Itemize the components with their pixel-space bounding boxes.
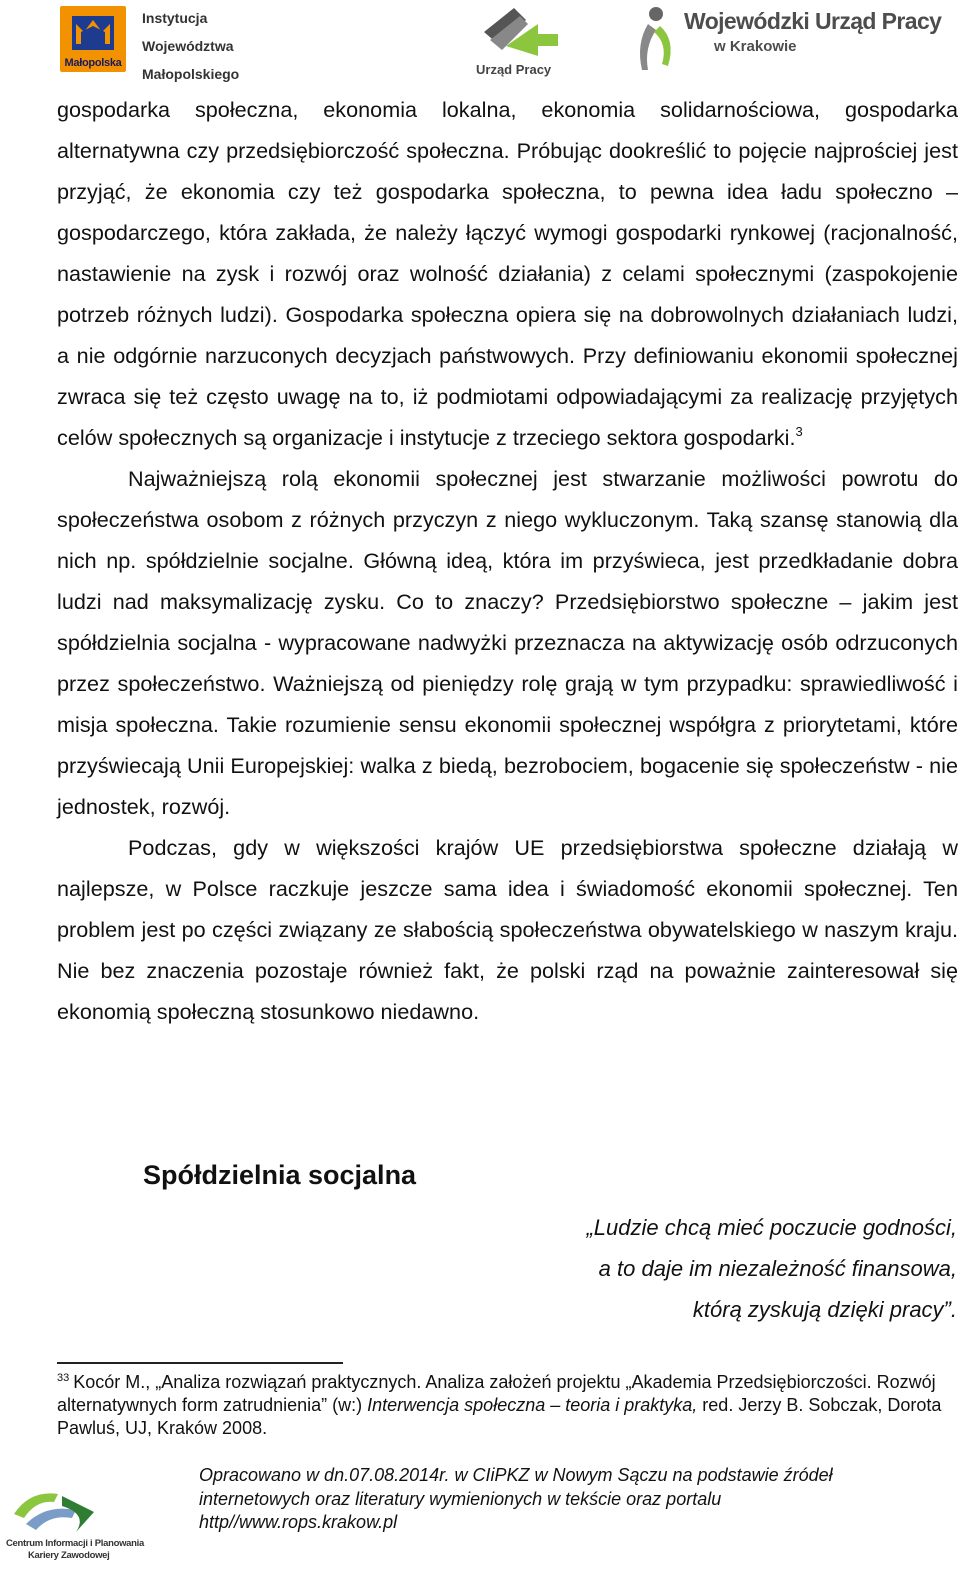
quote-line-3: którą zyskują dzięki pracy”. [692,1297,957,1322]
body-text [57,89,958,1032]
wup-title: Wojewódzki Urząd Pracy [684,8,942,34]
footnote-text-a: Kocór M., „Analiza rozwiązań praktycznych. Analiza założeń projektu „Akademia Przedsiębiorczości. Rozwój alternatywnych form zatrudnienia” (w:) [57,1372,936,1415]
quote [586,1207,957,1330]
footnote-number: 33 [57,1372,70,1384]
urzad-pracy-emblem-icon [476,6,566,62]
malopolska-institution-text [142,4,239,88]
malopolska-logo [60,6,126,72]
paragraph-1 [57,89,958,458]
wup-subtitle: w Krakowie [714,38,797,55]
source-note [199,1464,833,1535]
cipkz-line-2: Kariery Zawodowej [28,1550,110,1561]
paragraph-1-text: gospodarka społeczna, ekonomia lokalna, ekonomia solidarnościowa, gospodarka alternatywna czy przedsiębiorczość społeczna. Próbując dookreślić to pojęcie najprościej jest przyjąć, że ekonomia czy też gospodarka społeczna, to pewna idea ładu społeczno – gospodarczego, która zakłada, że należy łączyć wymogi gospodarki rynkowej (racjonalność, nastawienie na zysk i rozwój oraz wolność działania) z celami społecznymi (zaspokojenie potrzeb różnych ludzi). Gospodarka społeczna opiera się na dobrowolnych działaniach ludzi, a nie odgórnie narzuconych decyzjach państwowych. Przy definiowaniu ekonomii społecznej zwraca się też często uwagę na to, iż podmiotami odpowiadającymi za realizację przyjętych celów społecznych są organizacje i instytucje z trzeciego sektora gospodarki. [57,97,958,450]
malopolska-line-1: Instytucja [142,10,208,26]
quote-line-2: a to daje im niezależność finansowa, [598,1256,957,1281]
cipkz-emblem-icon [6,1484,116,1538]
footnote-text-b: red. Jerzy B. Sobczak, Dorota Pawluś, UJ, Kraków 2008. [57,1395,942,1438]
wup-logo [628,4,958,76]
malopolska-emblem-icon [70,14,116,54]
cipkz-logo [6,1484,144,1564]
urzad-pracy-logo [476,6,566,78]
source-line-1: Opracowano w dn.07.08.2014r. w CIiPKZ w Nowym Sączu na podstawie źródeł [199,1465,833,1485]
section-heading: Spółdzielnia socjalna [143,1160,417,1190]
malopolska-line-3: Małopolskiego [142,66,240,82]
footnote-separator [57,1362,343,1364]
footnote-ref: 3 [795,424,803,439]
source-line-2: internetowych oraz literatury wymienionych w tekście oraz portalu [199,1488,722,1509]
urzad-pracy-caption: Urząd Pracy [476,62,552,77]
paragraph-3: Podczas, gdy w większości krajów UE przedsiębiorstwa społeczne działają w najlepsze, w Polsce raczkuje jeszcze sama idea i świadomość ekonomii społecznej. Ten problem jest po części związany ze słabością społeczeństwa obywatelskiego w naszym kraju. Nie bez znaczenia pozostaje również fakt, że polski rząd na poważnie zainteresował się ekonomią społeczną stosunkowo niedawno. [57,835,958,1024]
malopolska-line-2: Województwa [142,38,234,54]
source-line-3: http//www.rops.krakow.pl [199,1512,398,1532]
malopolska-caption: Małopolska [64,57,122,69]
quote-line-1: „Ludzie chcą mieć poczucie godności, [586,1215,957,1240]
wup-figure-icon [628,4,680,74]
footnote [57,1371,947,1440]
paragraph-2: Najważniejszą rolą ekonomii społecznej jest stwarzanie możliwości powrotu do społeczeństwa osobom z różnych przyczyn z niego wykluczonym. Taką szansę stanowią dla nich np. spółdzielnie socjalne. Główną ideą, która im przyświeca, jest przedkładanie dobra ludzi nad maksymalizację zysku. Co to znaczy? Przedsiębiorstwo społeczne – jakim jest spółdzielnia socjalna - wypracowane nadwyżki przeznacza na aktywizację osób odrzuconych przez społeczeństwo. Ważniejszą od pieniędzy rolę grają w tym przypadku: sprawiedliwość i misja społeczna. Takie rozumienie sensu ekonomii społecznej współgra z priorytetami, które przyświecają Unii Europejskiej: walka z biedą, bezrobociem, bogacenie się społeczeństw - nie jednostek, rozwój. [57,466,958,819]
cipkz-line-1: Centrum Informacji i Planowania [6,1538,144,1549]
footnote-text-italic: Interwencja społeczna – teoria i praktyka, [367,1395,698,1415]
